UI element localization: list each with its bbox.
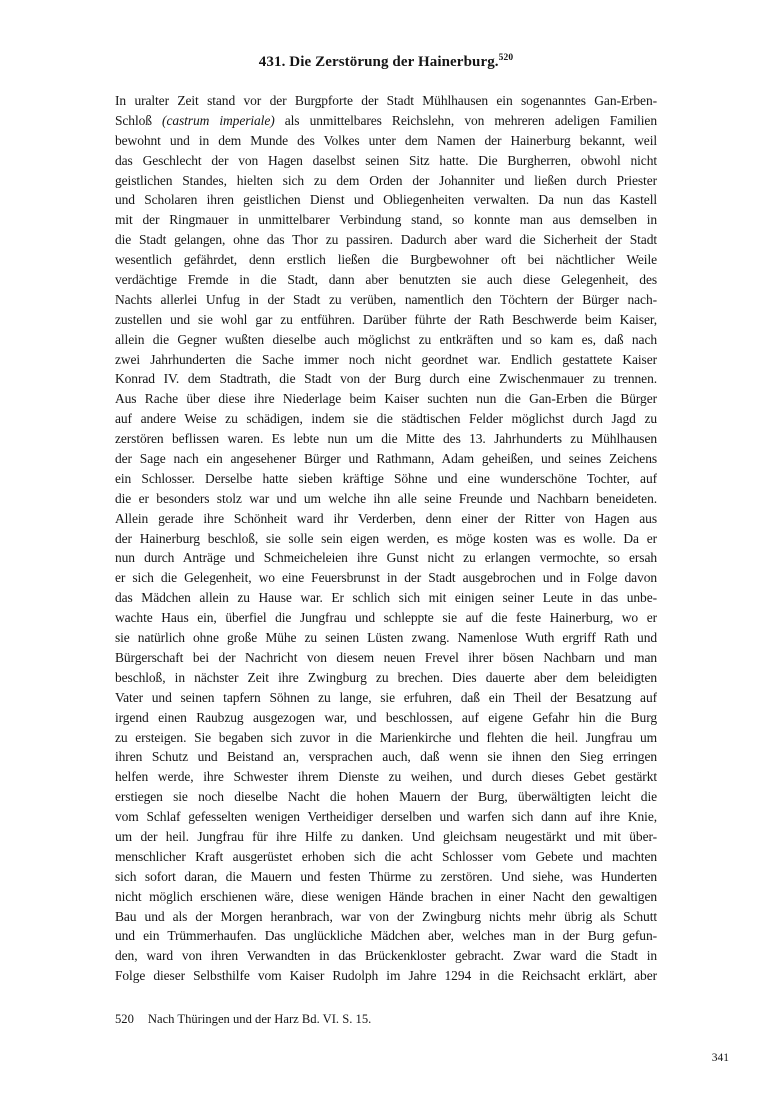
body-line-segment: als unmittelbares Reichslehn, von mehreren adeligen Familien (274, 112, 657, 128)
body-line (115, 728, 657, 748)
body-line-segment: und ein Trümmerhaufen. Das unglückliche Mädchen aber, welches man in der Burg gefun- (115, 928, 657, 944)
body-line (115, 489, 657, 509)
page-title (115, 54, 657, 71)
body-line (115, 330, 657, 350)
body-line-segment: beschloß, in nächster Zeit ihre Zwingburg zu brechen. Dies dauerte aber dem beleidigten (115, 669, 657, 685)
body-line-segment: erstiegen sie noch dieselbe Nacht die hohen Mauern der Burg, überwältigten leicht die (115, 789, 657, 805)
body-line (115, 887, 657, 907)
body-line (115, 290, 657, 310)
body-line (115, 509, 657, 529)
body-line (115, 529, 657, 549)
body-line (115, 926, 657, 946)
body-line (115, 449, 657, 469)
body-line (115, 747, 657, 767)
body-line-segment: mit der Ringmauer in unmittelbarer Verbindung stand, so konnte man aus demselben in (115, 212, 657, 228)
body-line-segment: Aus Rache über diese ihre Niederlage beim Kaiser suchten nun die Gan-Erben die Bürger (115, 391, 657, 407)
body-line (115, 151, 657, 171)
body-line-segment: Allein gerade ihre Schönheit ward ihr Verderben, denn einer der Ritter von Hagen aus (115, 510, 657, 526)
body-line-segment: auf andere Weise zu schädigen, indem sie die städtischen Felder möglichst durch Jagd zu (115, 411, 657, 427)
body-line-segment: menschlicher Kraft ausgerüstet erhoben sich die acht Schlosser vom Gebete und machten (115, 848, 657, 864)
body-line (115, 91, 657, 111)
body-line-segment: den, ward von ihren Verwandten in das Brückenkloster gebracht. Zwar ward die Stadt in (115, 948, 657, 964)
body-line (115, 907, 657, 927)
body-line-segment: um der heil. Jungfrau für ihre Hilfe zu danken. Und gleichsam neugestärkt und mit über- (115, 828, 657, 844)
body-line-segment: In uralter Zeit stand vor der Burgpforte der Stadt Mühlhausen ein sogenanntes Gan-Erben- (115, 93, 657, 108)
body-line (115, 688, 657, 708)
body-line-segment: nicht möglich erschienen wäre, diese wenigen Hände brachen in einer Nacht den gewaltigen (115, 888, 657, 904)
body-line (115, 608, 657, 628)
body-line-segment: der Sage nach ein angesehener Bürger und Rathmann, Adam geheißen, und seines Zeichens (115, 451, 657, 467)
body-line-segment: zu ersteigen. Sie begaben sich zuvor in die Marienkirche und flehten die heil. Jungfrau um (115, 729, 657, 745)
footnote (115, 1010, 657, 1028)
body-line (115, 250, 657, 270)
body-line (115, 548, 657, 568)
body-line-segment: Bau und als der Morgen heranbrach, war von der Zwingburg nichts mehr übrig als Schutt (115, 908, 657, 924)
body-line (115, 827, 657, 847)
body-line (115, 966, 657, 986)
body-line (115, 469, 657, 489)
body-line-segment: die er besonders stolz war und um welche ihn alle seine Freunde und Nachbarn beneideten. (115, 490, 657, 506)
body-line-segment: sie natürlich ohne große Mühe zu seinen Lüsten zwang. Namenlose Wuth ergriff Rath und (115, 630, 657, 646)
body-line (115, 111, 657, 131)
body-line-segment: allein die Gegner wußten dieselbe auch möglichst zu entkräften und so kam es, daß nach (115, 331, 657, 347)
body-line-segment: zwei Jahrhunderten die Sache immer noch nicht geordnet war. Endlich gestattete Kaiser (115, 351, 657, 367)
body-line-segment: der Hainerburg beschloß, sie solle sein eigen werden, es möge kosten was es wolle. Da er (115, 530, 657, 546)
body-line-segment: zerstören beflissen waren. Es lebte nun um die Mitte des 13. Jahrhunderts zu Mühlhausen (115, 431, 657, 447)
body-line (115, 270, 657, 290)
body-line (115, 946, 657, 966)
body-line-segment: Bürgerschaft bei der Nachricht von diesem neuen Frevel ihrer bösen Nachbarn und man (115, 649, 657, 665)
footnote-number: 520 (115, 1012, 134, 1026)
body-line-segment: geistlichen Standes, hielten sich zu dem Orden der Johanniter und ließen durch Priester (115, 172, 657, 188)
body-line-segment: zustellen und sie wohl gar zu entführen. Darüber führte der Rath Beschwerde beim Kaiser, (115, 311, 657, 327)
body-line (115, 628, 657, 648)
body-line-segment: ihren Schutz und Beistand an, versprachen auch, daß wenn sie ihnen den Sieg erringen (115, 749, 657, 765)
body-line-segment: wachte Haus ein, überfiel die Jungfrau und schleppte sie auf die feste Hainerburg, wo er (115, 610, 657, 626)
body-line (115, 767, 657, 787)
body-line-segment: helfen werde, ihre Schwester ihrem Dienste zu weihen, und durch dieses Gebet gestärkt (115, 769, 657, 785)
body-line (115, 847, 657, 867)
body-line (115, 210, 657, 230)
body-line (115, 389, 657, 409)
page-title-text: 431. Die Zerstörung der Hainerburg. (258, 54, 499, 70)
body-line (115, 568, 657, 588)
body-line (115, 648, 657, 668)
body-line (115, 310, 657, 330)
body-line (115, 190, 657, 210)
body-line-segment: sich sofort daran, die Mauern und festen Thürme zu zerstören. Und siehe, was Hunderten (115, 868, 657, 884)
body-line (115, 230, 657, 250)
body-line (115, 171, 657, 191)
body-line (115, 708, 657, 728)
body-line-segment: verdächtige Fremde in die Stadt, dann aber benutzten sie auch diese Gelegenheit, des (115, 272, 657, 288)
title-footnote-ref: 520 (498, 53, 514, 63)
body-line-segment: Konrad IV. dem Stadtrath, die Stadt von der Burg durch eine Zwischenmauer zu trennen. (115, 371, 657, 387)
body-line-segment: die Stadt gelangen, ohne das Thor zu passiren. Dadurch aber ward die Sicherheit der Stadt (115, 232, 657, 248)
page-number: 341 (711, 1052, 729, 1064)
body-line (115, 350, 657, 370)
body-line (115, 131, 657, 151)
body-text (115, 91, 657, 986)
body-line-segment: Vater und seinen tapfern Söhnen zu lange, sie erfuhren, daß ein Theil der Besatzung auf (115, 689, 657, 705)
body-line-segment: wesentlich gefährdet, denn erstlich ließen die Burgbewohner oft bei nächtlicher Weile (115, 252, 657, 268)
body-line (115, 668, 657, 688)
body-line (115, 429, 657, 449)
body-line-segment: bewohnt und in dem Munde des Volkes unter dem Namen der Hainerburg bekannt, weil (115, 132, 657, 148)
body-line (115, 409, 657, 429)
body-line-segment: er sich die Gelegenheit, wo eine Feuersbrunst in der Stadt ausgebrochen und in Folge davon (115, 570, 657, 586)
body-line (115, 787, 657, 807)
body-line-segment: und Scholaren ihren geistlichen Dienst und Obliegenheiten verwalten. Da nun das Kastell (115, 192, 657, 208)
body-line-segment: Nachts allerlei Unfug in der Stadt zu verüben, namentlich den Töchtern der Bürger nach- (115, 291, 657, 307)
body-line-segment: vom Schlaf gefesselten wenigen Vertheidiger derselben und warfen sich dann auf ihre Knie, (115, 809, 657, 825)
body-line (115, 807, 657, 827)
body-line (115, 867, 657, 887)
body-line-segment: irgend einen Raubzug ausgezogen war, und beschlossen, auf eigene Gefahr hin die Burg (115, 709, 657, 725)
body-line-segment: ein Schlosser. Derselbe hatte sieben kräftige Söhne und eine wunderschöne Tochter, auf (115, 470, 657, 486)
body-line-italic-segment: (castrum imperiale) (162, 112, 275, 128)
body-line (115, 588, 657, 608)
body-line-segment: nun durch Anträge und Schmeicheleien ihre Gunst nicht zu erlangen vermochte, so ersah (115, 550, 657, 566)
body-line (115, 369, 657, 389)
body-line-segment: Folge dieser Selbsthilfe vom Kaiser Rudolph im Jahre 1294 in die Reichsacht erklärt, aber (115, 968, 657, 984)
body-line-segment: Schloß (115, 112, 163, 128)
footnote-text: Nach Thüringen und der Harz Bd. VI. S. 15. (147, 1012, 372, 1026)
body-line-segment: das Geschlecht der von Hagen daselbst seinen Sitz hatte. Die Burgherren, obwohl nicht (115, 152, 657, 168)
body-line-segment: das Mädchen allein zu Hause war. Er schlich sich mit einigen seiner Leute in das unbe- (115, 590, 657, 606)
